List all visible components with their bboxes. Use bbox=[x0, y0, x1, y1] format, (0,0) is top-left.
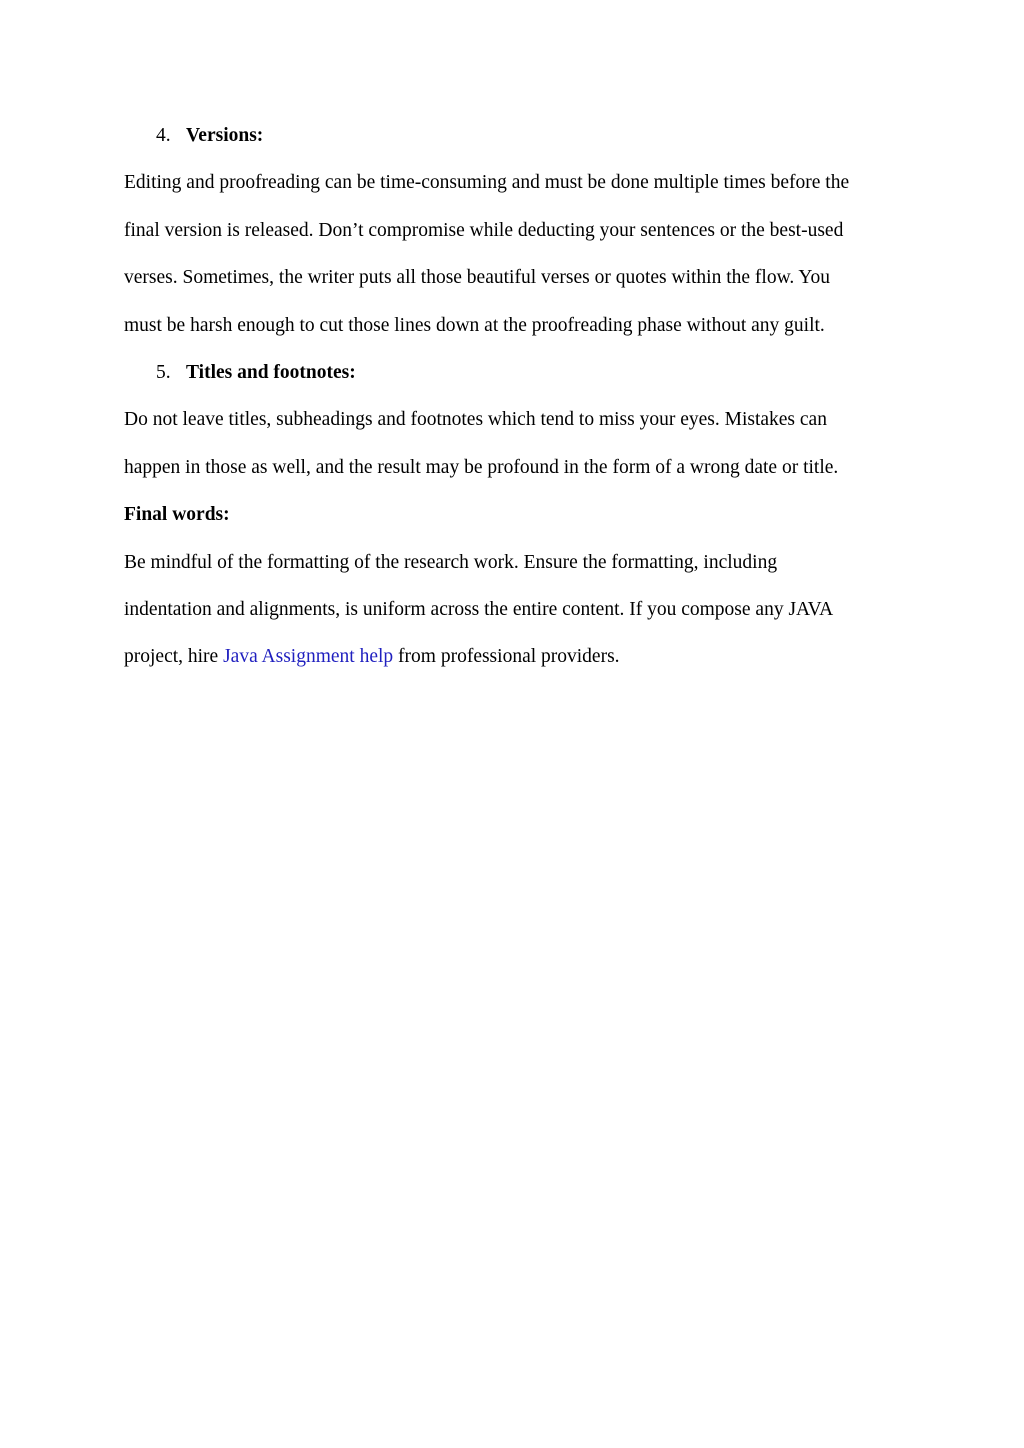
paragraph-line: verses. Sometimes, the writer puts all those beautiful verses or quotes within the flow. You bbox=[124, 267, 831, 289]
list-number: 4. bbox=[156, 125, 171, 146]
section-title: Versions: bbox=[186, 125, 264, 146]
paragraph-line: must be harsh enough to cut those lines down at the proofreading phase without any guilt. bbox=[124, 314, 825, 336]
paragraph-line: Be mindful of the formatting of the research work. Ensure the formatting, including bbox=[124, 551, 778, 573]
list-number: 5. bbox=[156, 361, 171, 383]
paragraph-line-with-link bbox=[124, 633, 904, 680]
paragraph-line: Editing and proofreading can be time-consuming and must be done multiple times before the bbox=[124, 172, 850, 194]
section-heading-versions bbox=[124, 112, 904, 159]
paragraph-line: happen in those as well, and the result may be profound in the form of a wrong date or title. bbox=[124, 456, 839, 478]
section-heading-titles-footnotes bbox=[124, 349, 904, 396]
section-title: Titles and footnotes: bbox=[186, 361, 356, 383]
java-assignment-help-link[interactable]: Java Assignment help bbox=[223, 646, 394, 668]
paragraph-line: indentation and alignments, is uniform across the entire content. If you compose any JAVA bbox=[124, 598, 834, 620]
final-words-heading: Final words: bbox=[124, 504, 230, 526]
paragraph-line: Do not leave titles, subheadings and footnotes which tend to miss your eyes. Mistakes can bbox=[124, 409, 827, 431]
document-body bbox=[124, 112, 904, 681]
text-before-link: project, hire bbox=[124, 646, 224, 668]
text-after-link: from professional providers. bbox=[393, 646, 620, 668]
paragraph-line: final version is released. Don’t compromise while deducting your sentences or the best-used bbox=[124, 219, 844, 241]
